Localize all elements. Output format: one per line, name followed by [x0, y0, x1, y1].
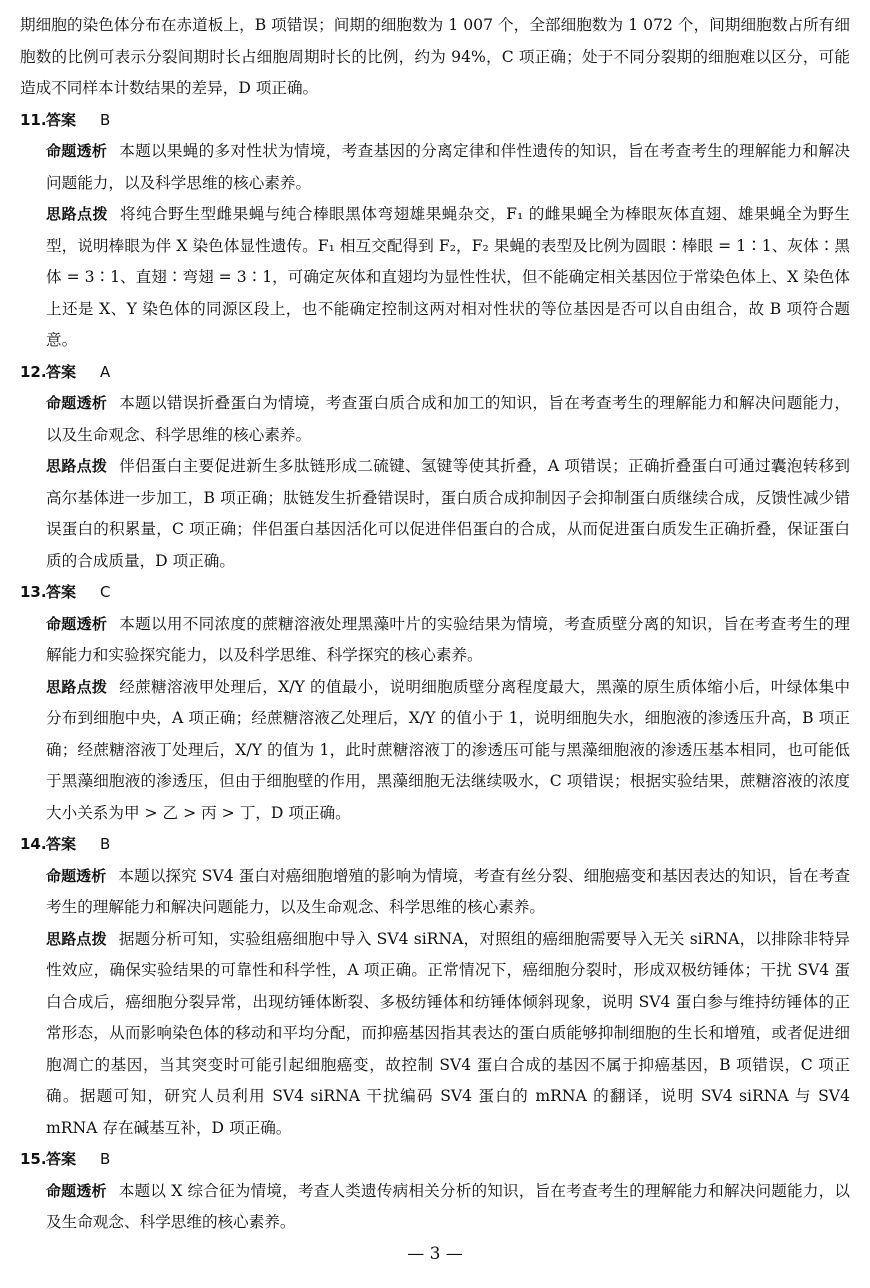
- intent-text: 本题以错误折叠蛋白为情境，考查蛋白质合成和加工的知识，旨在考查考生的理解能力和解决问题能力，以及生命观念、科学思维的核心素养。: [46, 394, 850, 444]
- hint-label: 思路点拨: [46, 677, 108, 696]
- hint-paragraph-13: [20, 672, 850, 830]
- hint-text: 据题分析可知，实验组癌细胞中导入 SV4 siRNA，对照组的癌细胞需要导入无关 siRNA，以排除非特异性效应，确保实验结果的可靠性和科学性，A 项正确。正常情况下，癌细胞分裂时，形成双极纺锤体；干扰 SV4 蛋白合成后，癌细胞分裂异常，出现纺锤体断裂、多极纺锤体和纺锤体倾斜现象，说明 SV4 蛋白参与维持纺锤体的正常形态，从而影响染色体的移动和平均分配，而抑癌基因指其表达的蛋白质能够抑制细胞的生长和增殖，或者促进细胞凋亡的基因，当其突变时可能引起细胞癌变，故控制 SV4 蛋白合成的基因不属于抑癌基因，B 项错误，C 项正确。据题可知，研究人员利用 SV4 siRNA 干扰编码 SV4 蛋白的 mRNA 的翻译，说明 SV4 siRNA 与 SV4 mRNA 存在碱基互补，D 项正确。: [46, 929, 850, 1137]
- answer-value: A: [100, 362, 111, 381]
- intent-paragraph-14: [20, 861, 850, 924]
- hint-paragraph-12: [20, 451, 850, 577]
- answer-value: B: [100, 835, 111, 853]
- hint-paragraph-14: [20, 924, 850, 1145]
- intent-label: 命题透析: [46, 394, 108, 412]
- answer-header-12: [20, 357, 850, 389]
- intent-label: 命题透析: [46, 866, 107, 885]
- intent-paragraph-15: [20, 1176, 850, 1239]
- question-number: 12.: [20, 362, 47, 381]
- answer-page: [20, 10, 850, 1239]
- intent-paragraph-12: [20, 388, 850, 451]
- intent-text: 本题以探究 SV4 蛋白对癌细胞增殖的影响为情境，考查有丝分裂、细胞癌变和基因表达的知识，旨在考查考生的理解能力和解决问题能力，以及生命观念、科学思维的核心素养。: [46, 866, 850, 916]
- hint-text: 经蔗糖溶液甲处理后，X/Y 的值最小，说明细胞质壁分离程度最大，黑藻的原生质体缩小后，叶绿体集中分布到细胞中央，A 项正确；经蔗糖溶液乙处理后，X/Y 的值小于 1，说明细胞失水，细胞液的渗透压升高，B 项正确；经蔗糖溶液丁处理后，X/Y 的值为 1，此时蔗糖溶液丁的渗透压可能与黑藻细胞液的渗透压基本相同，也可能低于黑藻细胞液的渗透压，但由于细胞壁的作用，黑藻细胞无法继续吸水，C 项错误；根据实验结果，蔗糖溶液的浓度大小关系为甲 > 乙 > 丙 > 丁，D 项正确。: [46, 677, 850, 822]
- hint-text: 将纯合野生型雌果蝇与纯合棒眼黑体弯翅雄果蝇杂交，F₁ 的雌果蝇全为棒眼灰体直翅、雄果蝇全为野生型，说明棒眼为伴 X 染色体显性遗传。F₁ 相互交配得到 F₂，F₂ 果蝇的表型及比例为圆眼∶棒眼 = 1∶1、灰体∶黑体 = 3∶1、直翅∶弯翅 = 3∶1，可确定灰体和直翅均为显性性状，但不能确定相关基因位于常染色体上、X 染色体上还是 X、Y 染色体的同源区段上，也不能确定控制这两对相对性状的等位基因是否可以自由组合，故 B 项符合题意。: [46, 205, 850, 349]
- intent-text: 本题以果蝇的多对性状为情境，考查基因的分离定律和伴性遗传的知识，旨在考查考生的理解能力和解决问题能力，以及科学思维的核心素养。: [46, 142, 850, 192]
- answer-header-11: [20, 105, 850, 137]
- continued-paragraph: 期细胞的染色体分布在赤道板上，B 项错误；间期的细胞数为 1 007 个，全部细胞数为 1 072 个，间期细胞数占所有细胞数的比例可表示分裂间期时长占细胞周期时长的比例，约为 94%，C 项正确；处于不同分裂期的细胞难以区分，可能造成不同样本计数结果的差异，D 项正确。: [20, 16, 850, 97]
- hint-paragraph-11: [20, 199, 850, 357]
- answer-label: 答案: [46, 1150, 77, 1168]
- question-number: 11.: [20, 110, 47, 129]
- intent-paragraph-11: [20, 136, 850, 199]
- intent-label: 命题透析: [46, 1181, 107, 1200]
- answer-label: 答案: [46, 362, 77, 381]
- answer-label: 答案: [46, 835, 77, 853]
- hint-label: 思路点拨: [46, 205, 108, 223]
- page-number: — 3 —: [407, 1244, 463, 1264]
- answer-header-15: [20, 1144, 850, 1176]
- question-number: 13.: [20, 583, 47, 601]
- intent-label: 命题透析: [46, 614, 108, 633]
- intent-text: 本题以用不同浓度的蔗糖溶液处理黑藻叶片的实验结果为情境，考查质壁分离的知识，旨在考查考生的理解能力和实验探究能力，以及科学思维、科学探究的核心素养。: [46, 614, 850, 664]
- answer-value: B: [100, 110, 111, 129]
- hint-text: 伴侣蛋白主要促进新生多肽链形成二硫键、氢键等使其折叠，A 项错误；正确折叠蛋白可通过囊泡转移到高尔基体进一步加工，B 项正确；肽链发生折叠错误时，蛋白质合成抑制因子会抑制蛋白质继续合成，反馈性减少错误蛋白的积累量，C 项正确；伴侣蛋白基因活化可以促进伴侣蛋白的合成，从而促进蛋白质发生正确折叠，保证蛋白质的合成质量，D 项正确。: [46, 457, 850, 570]
- question-number: 15.: [20, 1150, 47, 1168]
- answer-header-14: [20, 829, 850, 861]
- answer-label: 答案: [46, 110, 77, 129]
- answer-label: 答案: [46, 583, 77, 601]
- hint-label: 思路点拨: [46, 929, 107, 948]
- intent-paragraph-13: [20, 609, 850, 672]
- intent-label: 命题透析: [46, 142, 108, 160]
- hint-label: 思路点拨: [46, 457, 108, 475]
- intent-text: 本题以 X 综合征为情境，考查人类遗传病相关分析的知识，旨在考查考生的理解能力和解决问题能力，以及生命观念、科学思维的核心素养。: [46, 1181, 850, 1231]
- answer-value: B: [100, 1150, 111, 1168]
- answer-value: C: [100, 583, 111, 601]
- answer-header-13: [20, 577, 850, 609]
- question-number: 14.: [20, 835, 47, 853]
